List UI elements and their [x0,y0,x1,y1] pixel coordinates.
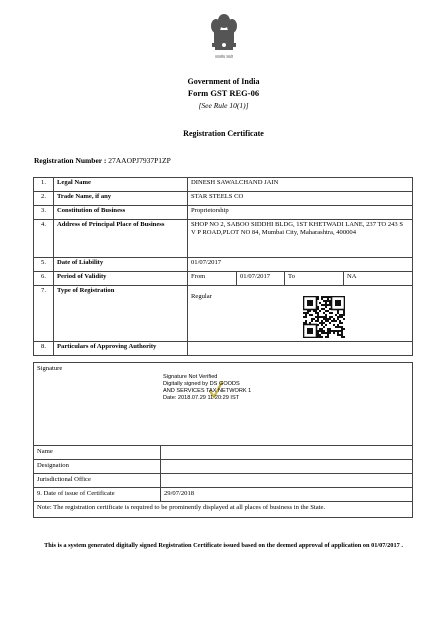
display-note: Note: The registration certificate is required to be prominently displayed at all places of business in the State. [34,502,413,518]
issue-date-label: 9. Date of issue of Certificate [34,488,161,502]
jurisdictional-office-label: Jurisdictional Office [34,474,161,488]
validity-to-value: NA [344,272,413,286]
row-number: 6. [34,272,54,286]
legal-name-value: DINESH SAWALCHAND JAIN [188,178,413,192]
signature-table [33,362,413,518]
jurisdictional-office-value [161,474,413,488]
name-label: Name [34,446,161,460]
row-number: 3. [34,206,54,220]
trade-name-value: STAR STEELS CO [188,192,413,206]
liability-date-label: Date of Liability [54,258,188,272]
emblem-caption: सत्यमेव जयते [215,55,233,59]
signature-date: Date: 2018.07.29 11:20:29 IST [163,394,240,401]
row-number: 5. [34,258,54,272]
details-table [33,177,413,356]
form-title: Form GST REG-06 [187,88,260,98]
signer-line-1: Digitally signed by DS GOODS [163,380,240,387]
table-row [34,488,413,502]
approving-authority-value [188,342,413,356]
registration-number-label: Registration Number : [34,156,107,165]
constitution-label: Constitution of Business [54,206,188,220]
registration-type-value: Regular [191,293,212,300]
validity-from-value: 01/07/2017 [237,272,285,286]
digital-signature-block [163,374,251,402]
table-row [34,178,413,192]
address-label: Address of Principal Place of Business [54,220,188,258]
qr-code-icon [303,296,345,338]
liability-date-value: 01/07/2017 [188,258,413,272]
validity-from-label: From [188,272,237,286]
validity-to-label: To [285,272,344,286]
table-row [34,342,413,356]
table-row [34,258,413,272]
certificate-title: Registration Certificate [183,129,264,138]
rule-reference: [See Rule 10(1)] [198,101,249,110]
approving-authority-label: Particulars of Approving Authority [54,342,188,356]
table-row [34,363,413,446]
table-row [34,460,413,474]
table-row [34,192,413,206]
government-heading: Government of India [187,77,260,86]
trade-name-label: Trade Name, if any [54,192,188,206]
legal-name-label: Legal Name [54,178,188,192]
system-generated-footer: This is a system generated digitally signed Registration Certificate issued based on the deemed approval of application on 01/07/2017 . [44,542,403,549]
row-number: 4. [34,220,54,258]
table-row [34,446,413,460]
row-number: 2. [34,192,54,206]
constitution-value: Proprietorship [188,206,413,220]
signer-line-2: AND SERVICES TAX NETWORK 1 [163,387,252,394]
table-row [34,474,413,488]
name-value [161,446,413,460]
validity-label: Period of Validity [54,272,188,286]
row-number: 8. [34,342,54,356]
signature-status: Signature Not Verified [163,374,218,380]
table-row [34,206,413,220]
national-emblem-icon [206,12,242,62]
registration-number-value: 27AAOPJ7937P1ZP [108,156,171,165]
designation-value [161,460,413,474]
table-row [34,220,413,258]
table-row [34,272,413,286]
row-number: 1. [34,178,54,192]
signature-cell [34,363,413,446]
table-row [34,286,413,342]
address-value: SHOP NO 2, SABOO SIDDHI BLDG, 1ST KHETWADI LANE, 237 TO 243 S V P ROAD,PLOT NO 84, Mumbai City, Maharashtra, 400004 [188,220,413,258]
row-number: 7. [34,286,54,342]
registration-type-cell [188,286,413,342]
issue-date-value: 29/07/2018 [161,488,413,502]
table-row [34,502,413,518]
registration-type-label: Type of Registration [54,286,188,342]
registration-number [34,156,171,165]
designation-label: Designation [34,460,161,474]
signature-label: Signature [37,365,63,372]
